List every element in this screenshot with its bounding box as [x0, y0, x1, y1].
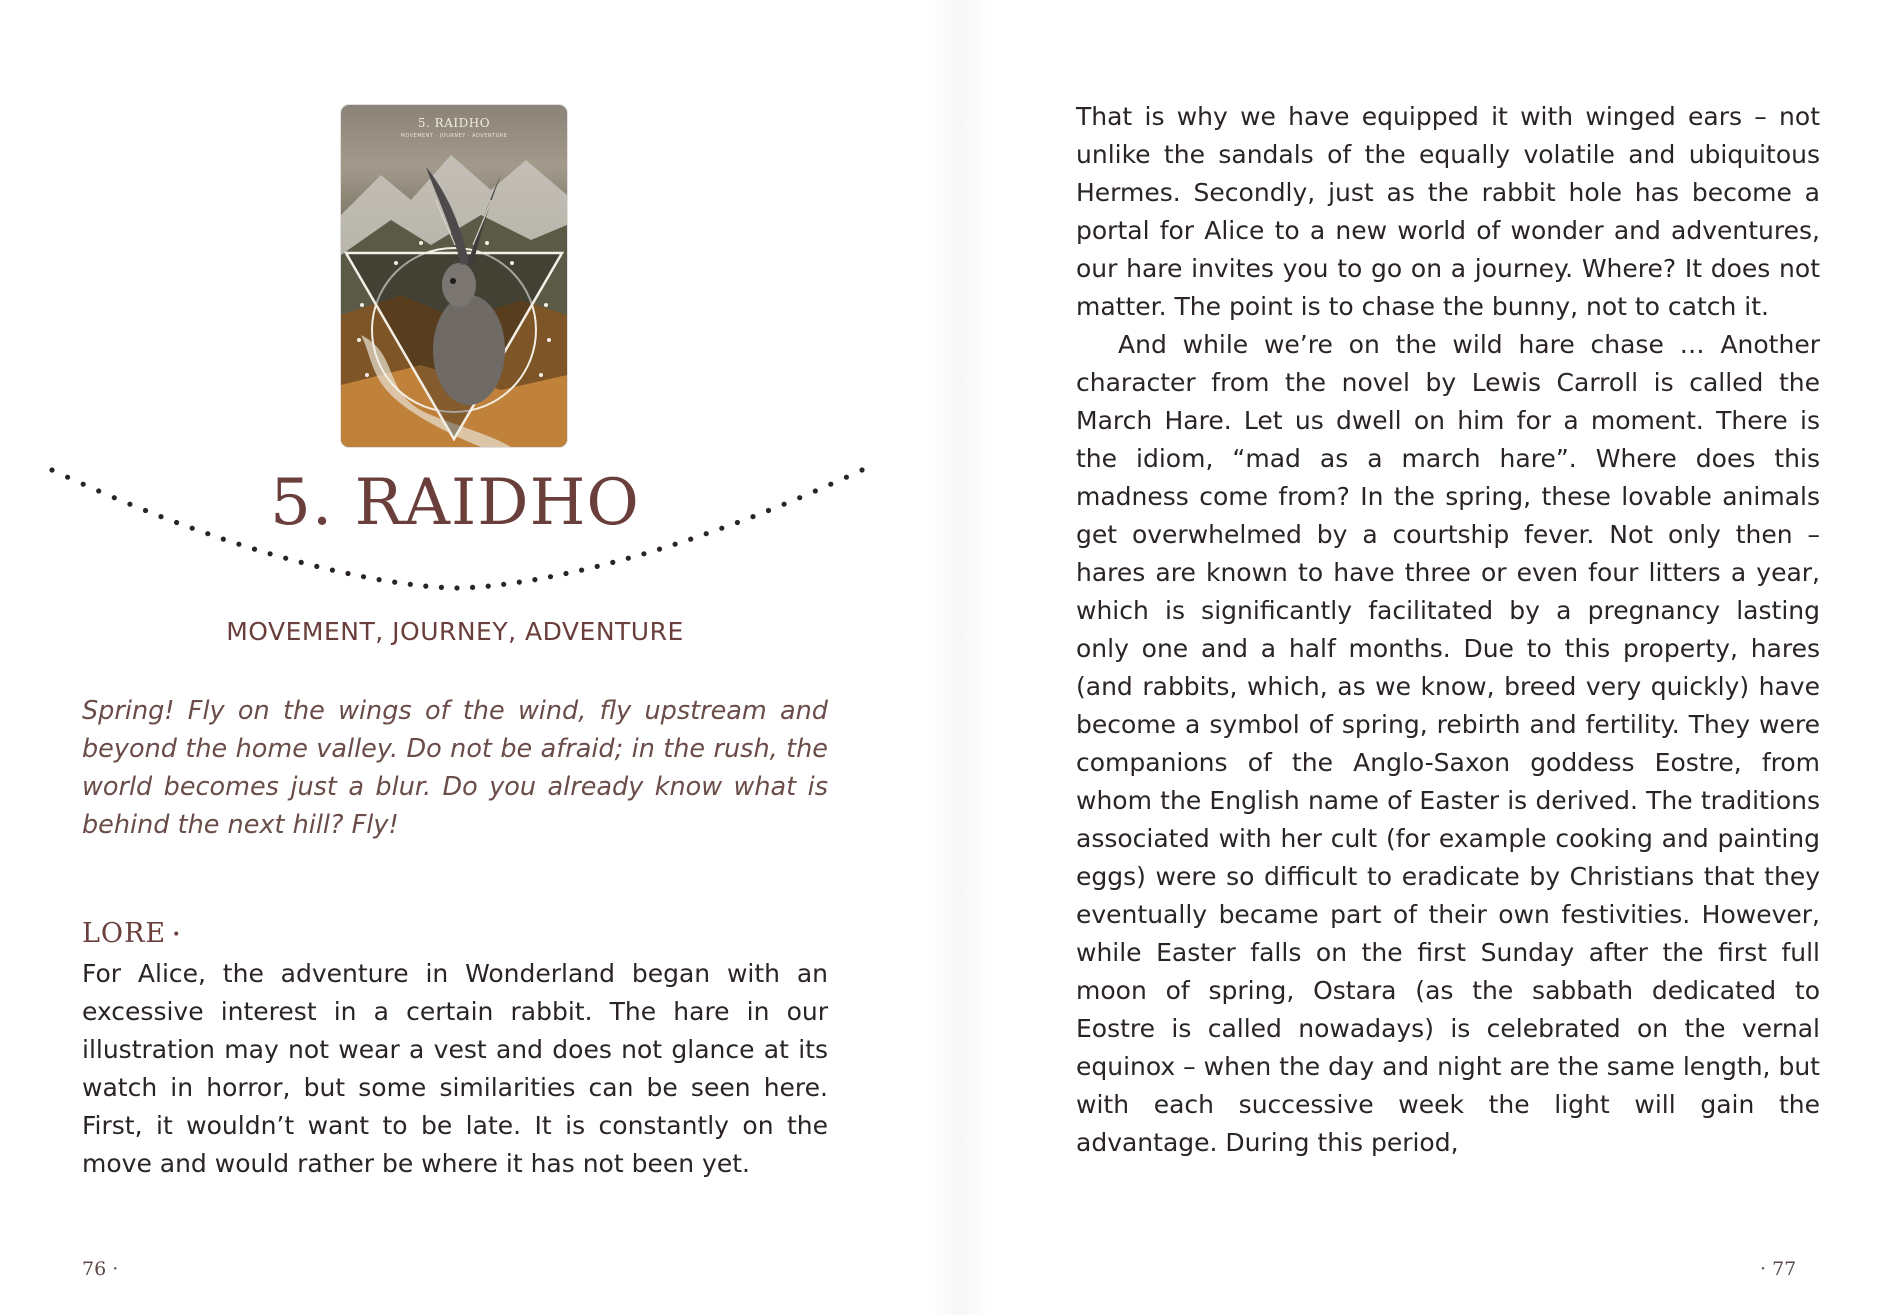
- arc-dot: [657, 547, 662, 552]
- arc-dot: [49, 467, 54, 472]
- right-page-text: [1076, 98, 1820, 1162]
- arc-dot: [96, 488, 101, 493]
- arc-dot: [377, 577, 382, 582]
- arc-dot: [408, 582, 413, 587]
- arc-dot: [641, 551, 646, 556]
- arc-dot: [158, 514, 163, 519]
- arc-dot: [735, 520, 740, 525]
- page-number-left: 76 ·: [82, 1258, 119, 1280]
- arc-dot: [486, 584, 491, 589]
- arc-dot: [563, 571, 568, 576]
- lore-heading: [82, 918, 181, 949]
- right-paragraph-2: And while we’re on the wild hare chase … Another character from the novel by Lewis Carroll is called the March Hare. Let us dwell on him for a moment. There is the idiom, “mad as a march hare”. Where does this madness come from? In the spring, these lovable animals get overwhelmed by a courtship fever. Not only then – hares are known to have three or even four litters a year, which is significantly facilitated by a pregnancy lasting only one and a half months. Due to this property, hares (and rabbits, which, as we know, breed very quickly) have become a symbol of spring, rebirth and fertility. They were companions of the Anglo-Saxon goddess Eostre, from whom the English name of Easter is derived. The traditions associated with her cult (for example cooking and painting eggs) were so difficult to eradicate by Christians that they eventually became part of their own festivities. However, while Easter falls on the first Sunday after the first full moon of spring, Ostara (as the sabbath dedicated to Eostre is called nowadays) is celebrated on the vernal equinox – when the day and night are the same length, but with each successive week the light will gain the advantage. During this period,: [1076, 330, 1820, 1157]
- arc-dot: [252, 547, 257, 552]
- arc-dot: [673, 542, 678, 547]
- arc-dot: [797, 495, 802, 500]
- arc-dot: [345, 571, 350, 576]
- arc-dot: [361, 574, 366, 579]
- right-page: [951, 0, 1902, 1315]
- lore-bullet: •: [172, 926, 182, 943]
- arc-dot: [112, 495, 117, 500]
- arc-dot: [610, 560, 615, 565]
- arc-dot: [750, 514, 755, 519]
- arc-dot: [314, 564, 319, 569]
- arc-dot: [501, 582, 506, 587]
- card-subtitle: MOVEMENT · JOURNEY · ADVENTURE: [400, 133, 508, 139]
- arc-dot: [439, 585, 444, 590]
- right-paragraph-1: That is why we have equipped it with winged ears – not unlike the sandals of the equally volatile and ubiquitous Hermes. Secondly, just as the rabbit hole has become a portal for Alice to a new world of wonder and adventures, our hare invites you to go on a journey. Where? It does not matter. The point is to chase the bunny, not to catch it.: [1076, 102, 1820, 321]
- arc-dot: [268, 551, 273, 556]
- arc-dot: [579, 568, 584, 573]
- arc-dot: [454, 585, 459, 590]
- arc-dot: [782, 502, 787, 507]
- arc-dot: [548, 574, 553, 579]
- arc-dot: [828, 482, 833, 487]
- lore-paragraph: For Alice, the adventure in Wonderland began with an excessive interest in a certain rabbit. The hare in our illustration may not wear a vest and does not glance at its watch in horror, but some similarities can be seen here. First, it wouldn’t want to be late. It is constantly on the move and would rather be where it has not been yet.: [82, 959, 828, 1178]
- arc-dot: [532, 577, 537, 582]
- arc-dot: [859, 467, 864, 472]
- arc-dot: [65, 475, 70, 480]
- card-title: 5. RAIDHO: [417, 116, 491, 130]
- arc-dot: [844, 475, 849, 480]
- arc-dot: [127, 502, 132, 507]
- arc-dot: [330, 568, 335, 573]
- arc-dot: [423, 584, 428, 589]
- arc-dot: [626, 556, 631, 561]
- rune-title: 5. RAIDHO: [270, 466, 640, 540]
- arc-dot: [766, 508, 771, 513]
- arc-dot: [595, 564, 600, 569]
- arc-dot: [236, 542, 241, 547]
- intro-verse: Spring! Fly on the wings of the wind, fly upstream and beyond the home valley. Do not be afraid; in the rush, the world becomes just a blur. Do you already know what is behind the next hill? Fly!: [82, 696, 828, 840]
- arc-dot: [143, 508, 148, 513]
- arc-dot: [81, 482, 86, 487]
- lore-heading-label: LORE: [82, 918, 167, 949]
- arc-dot: [470, 585, 475, 590]
- arc-dot: [392, 580, 397, 585]
- arc-dot: [517, 580, 522, 585]
- arc-dot: [719, 526, 724, 531]
- page-number-right: · 77: [1760, 1258, 1797, 1280]
- arc-dot: [190, 526, 195, 531]
- arc-dot: [299, 560, 304, 565]
- raidho-card-illustration: [341, 105, 567, 447]
- arc-dot: [813, 488, 818, 493]
- arc-dot: [283, 556, 288, 561]
- card-artwork: [341, 105, 567, 447]
- arc-dot: [174, 520, 179, 525]
- rune-keywords: MOVEMENT, JOURNEY, ADVENTURE: [226, 617, 684, 646]
